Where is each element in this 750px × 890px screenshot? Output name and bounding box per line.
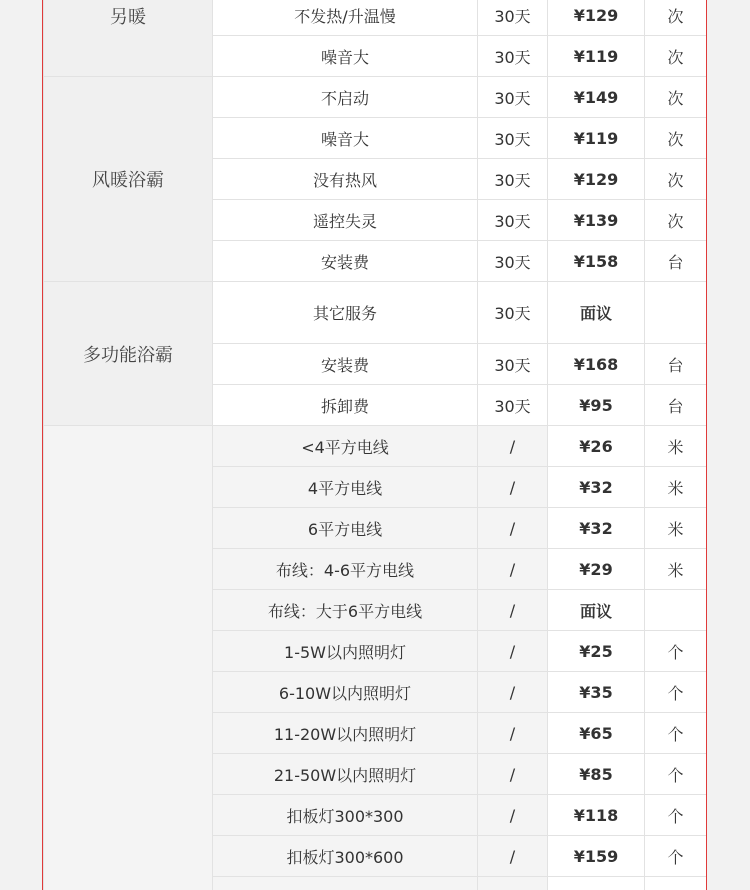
unit-cell: 台 xyxy=(645,344,707,385)
unit-cell xyxy=(645,877,707,890)
price-cell: ¥159 xyxy=(548,836,645,877)
warranty-cell: 30天 xyxy=(478,241,548,282)
item-cell: 扣板灯300*300 xyxy=(213,795,478,836)
item-cell: 其它服务 xyxy=(213,282,478,344)
unit-cell: 次 xyxy=(645,159,707,200)
price-cell: ¥35 xyxy=(548,672,645,713)
price-cell: ¥158 xyxy=(548,241,645,282)
item-cell: 安装费 xyxy=(213,344,478,385)
item-cell: 6平方电线 xyxy=(213,508,478,549)
item-cell: 拆卸费 xyxy=(213,385,478,426)
unit-cell: 个 xyxy=(645,631,707,672)
unit-cell: 个 xyxy=(645,795,707,836)
item-cell: 21-50W以内照明灯 xyxy=(213,754,478,795)
warranty-cell: 30天 xyxy=(478,385,548,426)
price-cell: ¥29 xyxy=(548,549,645,590)
category-cell: 多功能浴霸 xyxy=(44,282,213,426)
price-cell: ¥32 xyxy=(548,508,645,549)
unit-cell: 个 xyxy=(645,713,707,754)
warranty-cell: 30天 xyxy=(478,200,548,241)
warranty-cell: / xyxy=(478,426,548,467)
table-row xyxy=(44,0,707,36)
item-cell: 4平方电线 xyxy=(213,467,478,508)
price-cell: 面议 xyxy=(548,282,645,344)
unit-cell xyxy=(645,282,707,344)
price-cell: 面议 xyxy=(548,590,645,631)
warranty-cell: 30天 xyxy=(478,344,548,385)
warranty-cell: 30天 xyxy=(478,77,548,118)
price-table-frame xyxy=(42,0,707,890)
warranty-cell: / xyxy=(478,508,548,549)
unit-cell: 次 xyxy=(645,36,707,77)
table-row xyxy=(44,282,707,344)
warranty-cell: / xyxy=(478,549,548,590)
price-cell: ¥149 xyxy=(548,77,645,118)
price-cell: ¥168 xyxy=(548,344,645,385)
price-cell: ¥118 xyxy=(548,795,645,836)
table-row xyxy=(44,77,707,118)
item-cell: 没有热风 xyxy=(213,159,478,200)
unit-cell xyxy=(645,590,707,631)
price-cell xyxy=(548,877,645,890)
warranty-cell xyxy=(478,877,548,890)
warranty-cell: / xyxy=(478,713,548,754)
warranty-cell: / xyxy=(478,467,548,508)
price-cell: ¥129 xyxy=(548,0,645,36)
warranty-cell: 30天 xyxy=(478,159,548,200)
unit-cell: 个 xyxy=(645,672,707,713)
unit-cell: 个 xyxy=(645,836,707,877)
price-cell: ¥32 xyxy=(548,467,645,508)
price-cell: ¥95 xyxy=(548,385,645,426)
price-cell: ¥25 xyxy=(548,631,645,672)
warranty-cell: / xyxy=(478,795,548,836)
price-cell: ¥65 xyxy=(548,713,645,754)
category-cell: 另暖 xyxy=(44,0,213,77)
unit-cell: 米 xyxy=(645,467,707,508)
category-cell xyxy=(44,426,213,890)
unit-cell: 个 xyxy=(645,754,707,795)
item-cell: 扣板灯300*600 xyxy=(213,836,478,877)
warranty-cell: / xyxy=(478,631,548,672)
unit-cell: 台 xyxy=(645,385,707,426)
warranty-cell: / xyxy=(478,672,548,713)
table-row xyxy=(44,426,707,467)
unit-cell: 台 xyxy=(645,241,707,282)
price-cell: ¥119 xyxy=(548,118,645,159)
item-cell: 噪音大 xyxy=(213,118,478,159)
unit-cell: 次 xyxy=(645,77,707,118)
item-cell: 1-5W以内照明灯 xyxy=(213,631,478,672)
item-cell: 布线：4-6平方电线 xyxy=(213,549,478,590)
warranty-cell: / xyxy=(478,590,548,631)
item-cell: 不发热/升温慢 xyxy=(213,0,478,36)
warranty-cell: 30天 xyxy=(478,36,548,77)
unit-cell: 米 xyxy=(645,426,707,467)
item-cell: <4平方电线 xyxy=(213,426,478,467)
item-cell: 不启动 xyxy=(213,77,478,118)
item-cell: 遥控失灵 xyxy=(213,200,478,241)
price-cell: ¥119 xyxy=(548,36,645,77)
unit-cell: 次 xyxy=(645,118,707,159)
warranty-cell: / xyxy=(478,836,548,877)
unit-cell: 次 xyxy=(645,200,707,241)
warranty-cell: 30天 xyxy=(478,118,548,159)
warranty-cell: 30天 xyxy=(478,0,548,36)
item-cell: 噪音大 xyxy=(213,36,478,77)
unit-cell: 次 xyxy=(645,0,707,36)
item-cell xyxy=(213,877,478,890)
item-cell: 安装费 xyxy=(213,241,478,282)
unit-cell: 米 xyxy=(645,508,707,549)
price-cell: ¥129 xyxy=(548,159,645,200)
price-cell: ¥26 xyxy=(548,426,645,467)
price-cell: ¥139 xyxy=(548,200,645,241)
price-table xyxy=(43,0,707,890)
item-cell: 11-20W以内照明灯 xyxy=(213,713,478,754)
warranty-cell: 30天 xyxy=(478,282,548,344)
warranty-cell: / xyxy=(478,754,548,795)
unit-cell: 米 xyxy=(645,549,707,590)
item-cell: 布线：大于6平方电线 xyxy=(213,590,478,631)
price-cell: ¥85 xyxy=(548,754,645,795)
category-cell: 风暖浴霸 xyxy=(44,77,213,282)
item-cell: 6-10W以内照明灯 xyxy=(213,672,478,713)
